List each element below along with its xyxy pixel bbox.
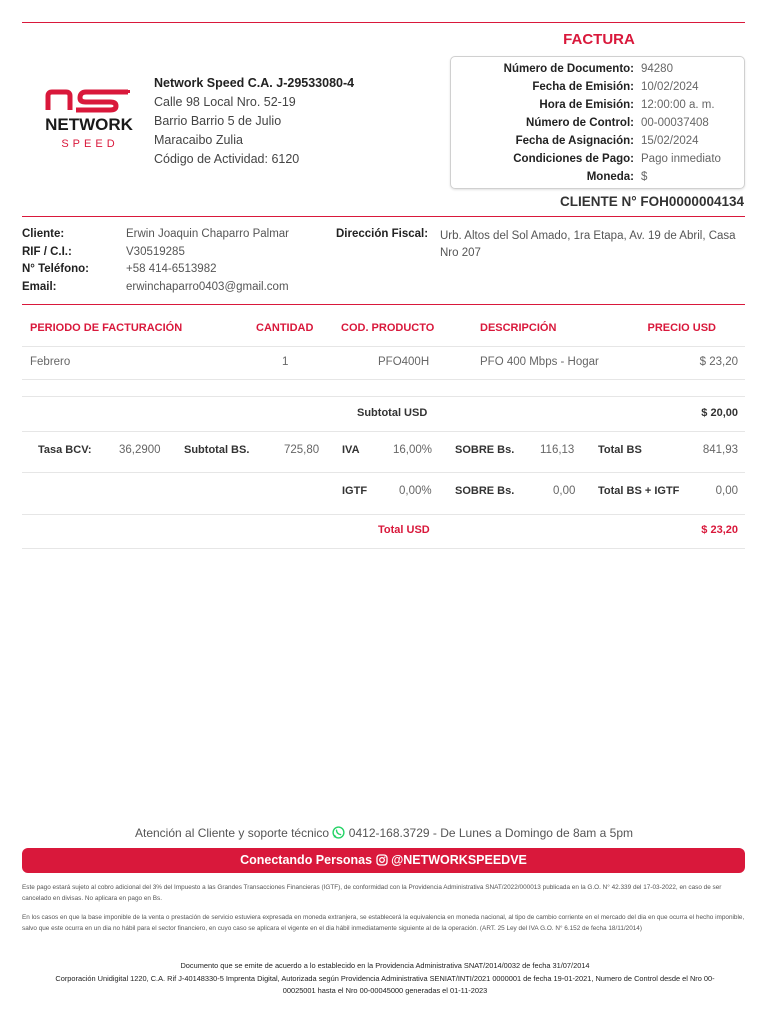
tasa-label: Tasa BCV: — [38, 444, 92, 456]
table-divider — [22, 431, 745, 432]
banner-text: Conectando Personas — [240, 853, 373, 867]
doc-row: Fecha de Asignación: 15/02/2024 — [515, 135, 699, 147]
printer-info — [40, 960, 730, 998]
col-header-precio: PRECIO USD — [647, 322, 716, 334]
sobre-igtf-value: 0,00 — [553, 485, 576, 497]
total-usd-value: $ 23,20 — [701, 524, 738, 536]
doc-row: Condiciones de Pago: Pago inmediato — [513, 153, 721, 165]
client-name: Erwin Joaquin Chaparro Palmar — [126, 228, 289, 240]
fiscal-address: Urb. Altos del Sol Amado, 1ra Etapa, Av. 19 de Abril, Casa Nro 207 — [440, 230, 736, 259]
top-divider — [22, 22, 745, 23]
table-divider — [22, 379, 745, 380]
table-divider — [22, 396, 745, 397]
col-header-descripcion: DESCRIPCIÓN — [480, 322, 557, 334]
client-email-label: Email: — [22, 281, 57, 293]
doc-row: Hora de Emisión: 12:00:00 a. m. — [539, 99, 715, 111]
divider — [22, 216, 745, 217]
table-divider — [22, 472, 745, 473]
company-activity: Código de Actividad: 6120 — [154, 152, 300, 166]
slogan-banner — [22, 848, 745, 873]
printer-info-line1: Documento que se emite de acuerdo a lo establecido en la Providencia Administrativa SNAT/2014/0032 de fecha 31/07/2014 — [180, 961, 590, 970]
document-title: FACTURA — [563, 31, 635, 48]
printer-info-line2: Corporación Unidigital 1220, C.A. Rif J-40148330-5 Imprenta Digital, Autorizada según Providencia Administrativa SENIAT/INTI/2021 0000001 de fecha 19-01-2021, Numero de Control desde el Nro 00-00025001 hasta el Nro 00-00045000 generadas el 01-11-2023 — [55, 973, 715, 995]
cell-precio: $ 23,20 — [699, 356, 738, 368]
whatsapp-icon — [332, 826, 345, 842]
tasa-value: 36,2900 — [119, 444, 161, 456]
client-number: CLIENTE N° FOH0000004134 — [560, 194, 744, 209]
client-phone-label: N° Teléfono: — [22, 263, 89, 275]
col-header-codigo: COD. PRODUCTO — [341, 322, 435, 334]
total-bs-igtf-value: 0,00 — [715, 485, 738, 497]
total-usd-label: Total USD — [378, 524, 430, 536]
company-logo — [32, 86, 146, 156]
legal-note-exchange: En los casos en que la base imponible de la venta o prestación de servicio estuviera expresada en moneda extranjera, se establecerá la equivalencia en moneda nacional, al tipo de cambio corriente en el mercado del dia en que ocurra el hecho imponible, salvo que este ocurra en un dia no hábil para el sector financiero, en cuyo caso se aplicara el vigente en el dia hábil inmediatamente siguiente al de la operación. (ART. 25 Ley del IVA G.O. N° 6.152 de fecha 18/11/2014) — [22, 914, 745, 932]
sobre-igtf-label: SOBRE Bs. — [455, 485, 515, 497]
support-phone: 0412-168.3729 - De Lunes a Domingo de 8am a 5pm — [348, 826, 633, 840]
doc-row: Fecha de Emisión: 10/02/2024 — [532, 81, 699, 93]
doc-row: Número de Control: 00-00037408 — [526, 117, 709, 129]
client-rif-label: RIF / C.I.: — [22, 246, 72, 258]
subtotal-usd-value: $ 20,00 — [701, 407, 738, 419]
logo-subword: SPEED — [61, 138, 119, 150]
doc-row: Número de Documento: 94280 — [503, 63, 673, 75]
legal-note-igtf: Este pago estará sujeto al cobro adicional del 3% del Impuesto a las Grandes Transacciones Financieras (IGTF), de conformidad con la Providencia Administrativa SNAT/2022/000013 publicada en la G.O. N° 42.339 del 17-03-2022, en caso de ser cancelado en divisas. No aplicara en pago en Bs. — [22, 884, 722, 902]
company-address1: Calle 98 Local Nro. 52-19 — [154, 95, 296, 109]
banner-handle: @NETWORKSPEEDVE — [391, 853, 527, 867]
company-name: Network Speed C.A. J-29533080-4 — [154, 76, 355, 90]
total-bs-igtf-label: Total BS + IGTF — [598, 485, 680, 497]
subtotal-bs-label: Subtotal BS. — [184, 444, 250, 456]
company-address2: Barrio Barrio 5 de Julio — [154, 114, 282, 128]
instagram-icon — [376, 850, 388, 875]
subtotal-usd-label: Subtotal USD — [357, 407, 428, 419]
sobre-iva-value: 116,13 — [540, 444, 575, 456]
subtotal-bs-value: 725,80 — [284, 444, 320, 456]
client-name-label: Cliente: — [22, 228, 65, 240]
client-rif: V30519285 — [126, 246, 185, 258]
logo-wordmark: NETWORK — [45, 115, 133, 134]
col-header-cantidad: CANTIDAD — [256, 322, 314, 334]
support-prefix: Atención al Cliente y soporte técnico — [135, 826, 330, 840]
fiscal-address-label: Dirección Fiscal: — [336, 228, 429, 240]
total-bs-value: 841,93 — [702, 444, 738, 456]
table-divider — [22, 514, 745, 515]
cell-descripcion: PFO 400 Mbps - Hogar — [480, 356, 599, 368]
table-divider — [22, 346, 745, 347]
iva-label: IVA — [342, 444, 360, 456]
company-info — [154, 74, 354, 169]
cell-codigo: PFO400H — [378, 356, 430, 368]
col-header-periodo: PERIODO DE FACTURACIÓN — [30, 322, 183, 334]
table-divider — [22, 548, 745, 549]
company-city: Maracaibo Zulia — [154, 133, 243, 147]
doc-row: Moneda: $ — [586, 171, 648, 183]
divider — [22, 304, 745, 305]
igtf-label: IGTF — [342, 485, 368, 497]
document-info-box — [450, 56, 745, 189]
cell-periodo: Febrero — [30, 356, 71, 368]
igtf-value: 0,00% — [399, 485, 432, 497]
client-phone: +58 414-6513982 — [126, 263, 217, 275]
support-line — [0, 826, 768, 842]
sobre-iva-label: SOBRE Bs. — [455, 444, 515, 456]
client-email: erwinchaparro0403@gmail.com — [126, 281, 289, 293]
iva-value: 16,00% — [393, 444, 433, 456]
total-bs-label: Total BS — [598, 444, 642, 456]
cell-cantidad: 1 — [282, 356, 289, 368]
